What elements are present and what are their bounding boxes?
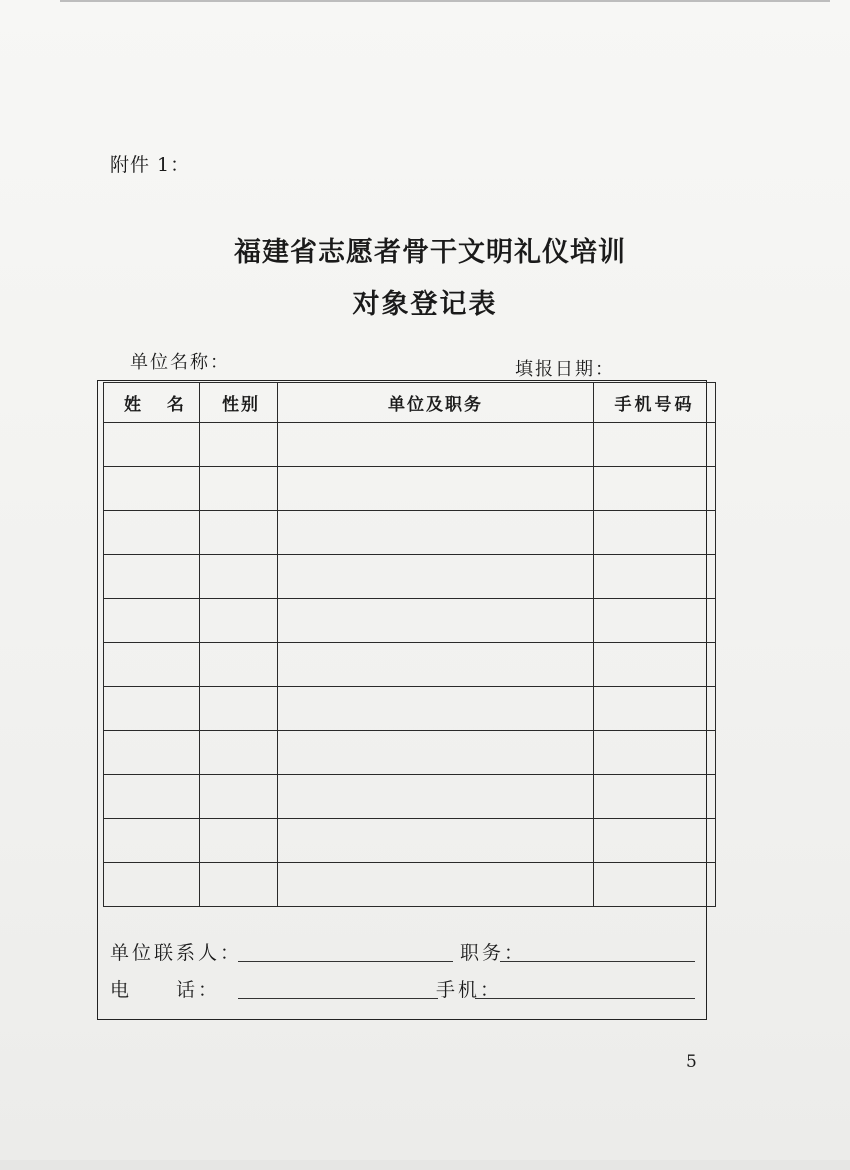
- gender-cell[interactable]: [200, 643, 278, 687]
- table-row: [104, 863, 716, 907]
- gender-cell[interactable]: [200, 511, 278, 555]
- table-row: [104, 643, 716, 687]
- mobile-cell[interactable]: [594, 687, 716, 731]
- gender-cell[interactable]: [200, 423, 278, 467]
- table-row: [104, 687, 716, 731]
- mobile-cell[interactable]: [594, 423, 716, 467]
- mobile-cell[interactable]: [594, 599, 716, 643]
- page-bottom-edge: [0, 1160, 850, 1170]
- contact-person-row: [110, 938, 242, 965]
- gender-cell[interactable]: [200, 687, 278, 731]
- table-body: [104, 423, 716, 907]
- name-cell[interactable]: [104, 511, 200, 555]
- table-row: [104, 555, 716, 599]
- page-number: 5: [686, 1052, 697, 1072]
- mobile-cell[interactable]: [594, 863, 716, 907]
- gender-cell[interactable]: [200, 819, 278, 863]
- name-cell[interactable]: [104, 731, 200, 775]
- mobile-cell[interactable]: [594, 819, 716, 863]
- attachment-label: 附件 1：: [110, 154, 191, 176]
- position-field[interactable]: [500, 961, 695, 962]
- header-mobile: 手机号码: [594, 383, 716, 423]
- mobile-cell[interactable]: [594, 775, 716, 819]
- form-title-line1: 福建省志愿者骨干文明礼仪培训: [234, 237, 626, 268]
- table-row: [104, 423, 716, 467]
- form-title-line2: 对象登记表: [352, 289, 498, 320]
- mobile-label: 手机：: [436, 979, 503, 1001]
- table-row: [104, 819, 716, 863]
- unit-position-cell[interactable]: [278, 467, 594, 511]
- name-cell[interactable]: [104, 819, 200, 863]
- name-cell[interactable]: [104, 643, 200, 687]
- name-cell[interactable]: [104, 423, 200, 467]
- unit-position-cell[interactable]: [278, 643, 594, 687]
- mobile-cell[interactable]: [594, 511, 716, 555]
- mobile-cell[interactable]: [594, 467, 716, 511]
- header-gender: 性别: [200, 383, 278, 423]
- header-name: 姓 名: [104, 383, 200, 423]
- unit-name-label: 单位名称：: [130, 352, 230, 373]
- mobile-cell[interactable]: [594, 555, 716, 599]
- gender-cell[interactable]: [200, 599, 278, 643]
- gender-cell[interactable]: [200, 863, 278, 907]
- unit-position-cell[interactable]: [278, 511, 594, 555]
- gender-cell[interactable]: [200, 775, 278, 819]
- position-label: 职务：: [460, 942, 527, 964]
- unit-position-cell[interactable]: [278, 775, 594, 819]
- unit-position-cell[interactable]: [278, 819, 594, 863]
- name-cell[interactable]: [104, 687, 200, 731]
- phone-label: 电 话：: [110, 979, 221, 1001]
- mobile-field[interactable]: [475, 998, 695, 999]
- name-cell[interactable]: [104, 555, 200, 599]
- unit-position-cell[interactable]: [278, 731, 594, 775]
- table-row: [104, 775, 716, 819]
- fill-date-label: 填报日期：: [515, 359, 615, 380]
- page-edge-line: [60, 0, 830, 2]
- unit-position-cell[interactable]: [278, 555, 594, 599]
- contact-person-field[interactable]: [238, 961, 453, 962]
- table-row: [104, 599, 716, 643]
- gender-cell[interactable]: [200, 731, 278, 775]
- registration-table: [103, 382, 716, 907]
- table-row: [104, 731, 716, 775]
- phone-row: [110, 975, 220, 1002]
- unit-position-cell[interactable]: [278, 599, 594, 643]
- unit-position-cell[interactable]: [278, 423, 594, 467]
- table-row: [104, 467, 716, 511]
- mobile-cell[interactable]: [594, 643, 716, 687]
- name-cell[interactable]: [104, 775, 200, 819]
- name-cell[interactable]: [104, 599, 200, 643]
- mobile-cell[interactable]: [594, 731, 716, 775]
- contact-person-label: 单位联系人：: [110, 942, 243, 964]
- header-unit-position: 单位及职务: [278, 383, 594, 423]
- gender-cell[interactable]: [200, 467, 278, 511]
- table-row: [104, 511, 716, 555]
- name-cell[interactable]: [104, 863, 200, 907]
- gender-cell[interactable]: [200, 555, 278, 599]
- phone-field[interactable]: [238, 998, 438, 999]
- unit-position-cell[interactable]: [278, 863, 594, 907]
- name-cell[interactable]: [104, 467, 200, 511]
- unit-position-cell[interactable]: [278, 687, 594, 731]
- table-header-row: [104, 383, 716, 423]
